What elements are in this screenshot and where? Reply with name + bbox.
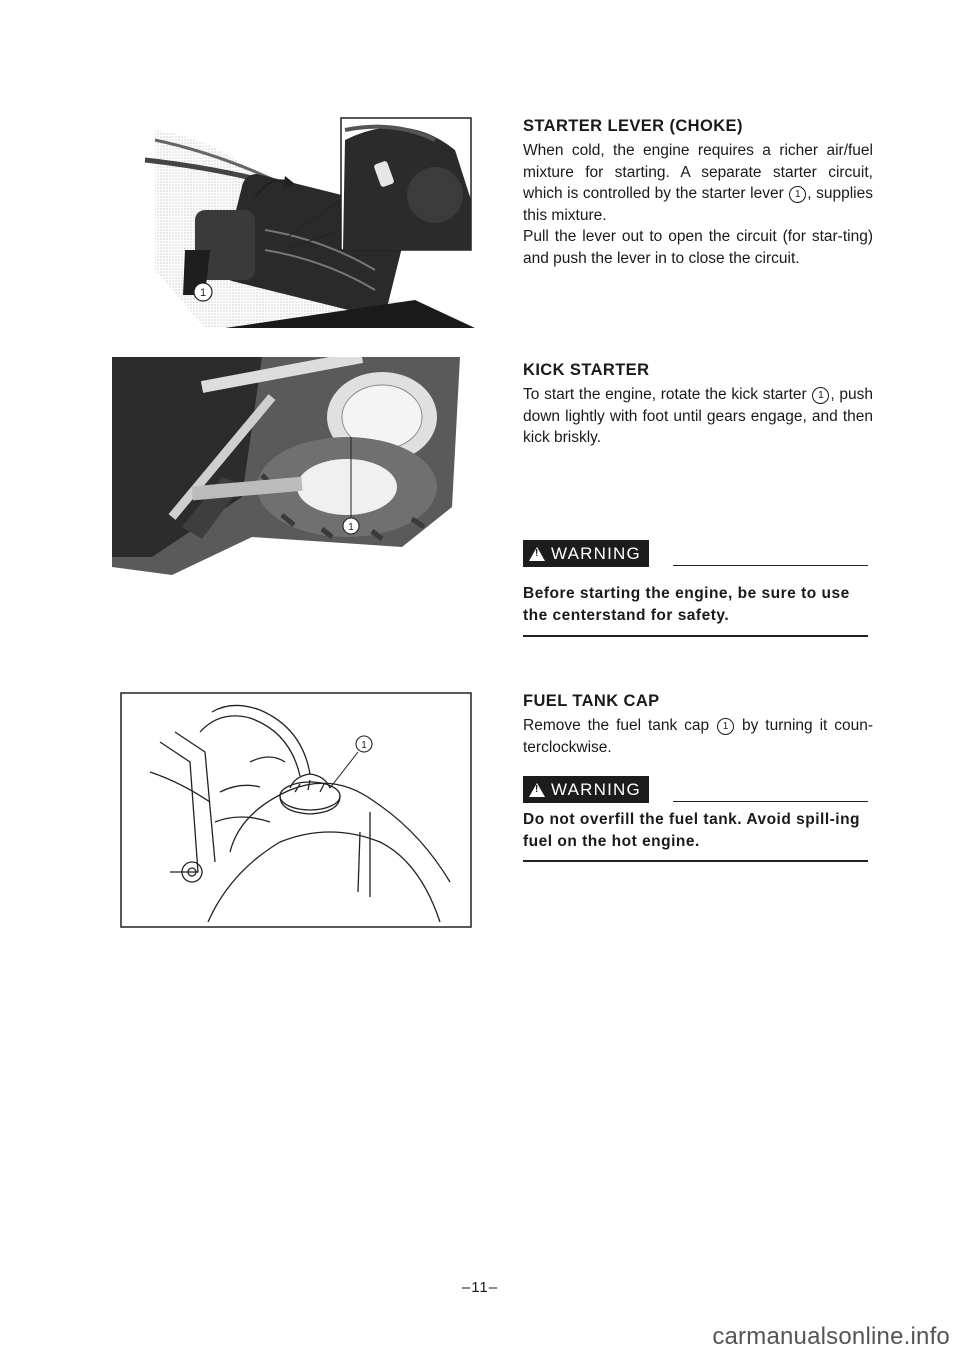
warning-header — [523, 540, 868, 570]
fuel-tank-cap-section — [523, 692, 873, 758]
fuel-tank-cap-heading: FUEL TANK CAP — [523, 692, 660, 710]
divider — [673, 801, 868, 802]
watermark-link[interactable]: carmanualsonline.info — [712, 1323, 950, 1350]
warning-text: Do not overfill the fuel tank. Avoid spill-ing fuel on the hot engine. — [523, 811, 861, 850]
page-number: –11– — [461, 1279, 499, 1296]
starter-text-a: When cold, the engine requires a richer air/fuel mixture for starting. A separate starter circuit, which is controlled by the starter lever — [523, 142, 873, 202]
fuel-callout-number: 1 — [361, 740, 367, 751]
divider — [523, 860, 868, 862]
warning-triangle-icon — [529, 547, 545, 561]
warning-badge — [523, 540, 649, 567]
starter-lever-section — [523, 117, 873, 269]
starter-lever-paragraph — [523, 140, 873, 226]
warning-label: WARNING — [551, 543, 641, 563]
divider — [523, 635, 868, 637]
fuel-tank-cap-diagram — [120, 692, 472, 928]
divider — [673, 565, 868, 566]
fuel-text-a: Remove the fuel tank cap — [523, 717, 717, 734]
warning-text: Before starting the engine, be sure to use the centerstand for safety. — [523, 585, 850, 624]
kick-starter-photo — [112, 357, 460, 575]
starter-lever-instructions: Pull the lever out to open the circuit (for star-ting) and push the lever in to close the circuit. — [523, 228, 873, 267]
starter-lever-photo — [115, 100, 475, 328]
warning-header — [523, 776, 868, 806]
kick-starter-section — [523, 361, 873, 449]
callout-icon: 1 — [789, 186, 806, 203]
kick-callout-number: 1 — [348, 522, 354, 533]
callout-icon: 1 — [717, 718, 734, 735]
warning-badge — [523, 776, 649, 803]
fuel-tank-cap-paragraph — [523, 715, 873, 758]
starter-text-b: , supplies this mixture. — [523, 185, 873, 224]
kick-starter-paragraph — [523, 384, 873, 449]
kick-starter-heading: KICK STARTER — [523, 361, 650, 379]
kick-text-b: , push down lightly with foot until gears engage, and then kick briskly. — [523, 386, 873, 446]
starter-lever-heading: STARTER LEVER (CHOKE) — [523, 117, 743, 135]
fuel-text-b: by turning it coun-terclockwise. — [523, 717, 873, 756]
callout-icon: 1 — [812, 387, 829, 404]
kick-text-a: To start the engine, rotate the kick starter — [523, 386, 812, 403]
warning-label: WARNING — [551, 779, 641, 799]
choke-callout-number: 1 — [199, 287, 207, 299]
warning-triangle-icon — [529, 783, 545, 797]
